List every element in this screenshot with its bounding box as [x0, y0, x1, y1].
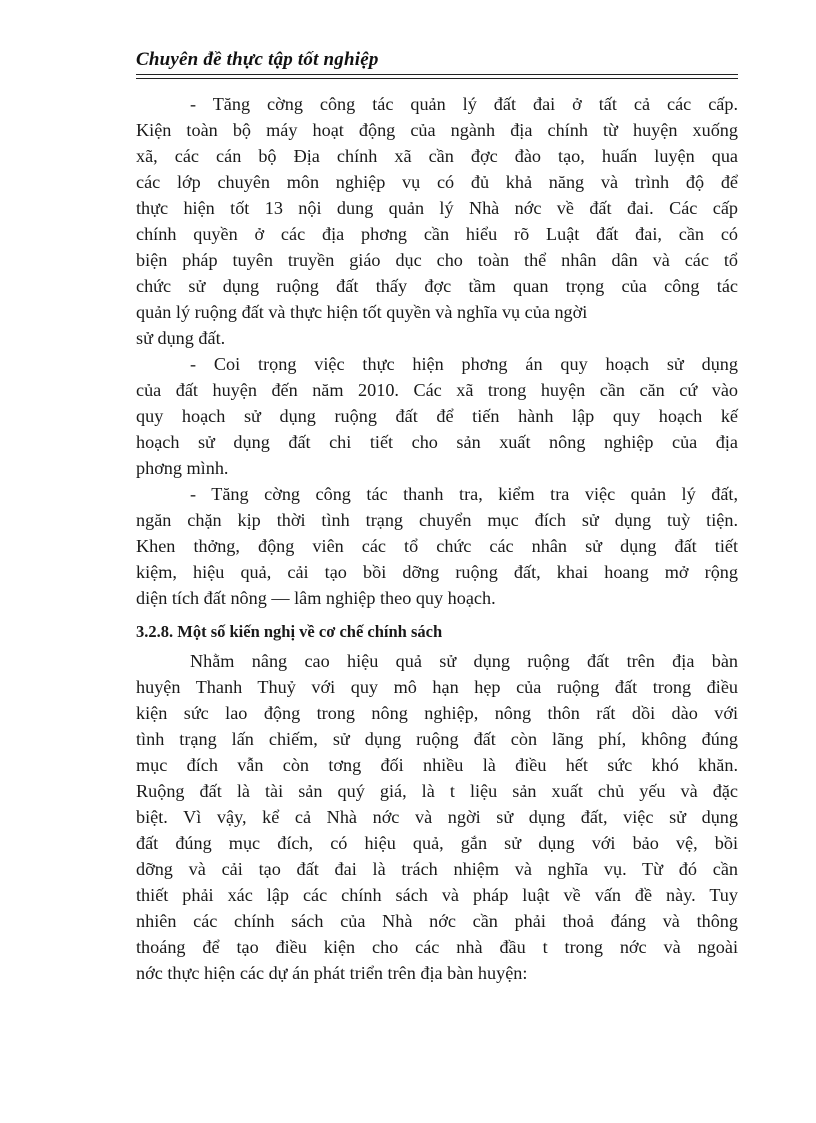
text-line: nớc thực hiện các dự án phát triển trên địa bàn huyện:: [136, 963, 528, 983]
text-line: quản lý ruộng đất và thực hiện tốt quyền và nghĩa vụ của ngời: [136, 302, 588, 322]
text-line: xã, các cán bộ Địa chính xã cần đợc đào tạo, huấn luyện qua: [136, 146, 738, 166]
section-heading: 3.2.8. Một số kiến nghị về cơ chế chính sách: [136, 622, 443, 641]
text-line: phơng mình.: [136, 458, 229, 478]
running-header-title: Chuyên đề thực tập tốt nghiệp: [136, 49, 379, 70]
text-line: Ruộng đất là tài sản quý giá, là t liệu sản xuất chủ yếu và đặc: [136, 781, 738, 801]
text-line: biệt. Vì vậy, kể cả Nhà nớc và ngời sử dụng đất, việc sử dụng: [136, 807, 738, 827]
text-line: của đất huyện đến năm 2010. Các xã trong huyện cần căn cứ vào: [136, 380, 738, 400]
text-line: hoạch sử dụng đất chi tiết cho sản xuất nông nghiệp của địa: [136, 432, 738, 452]
text-line: các lớp chuyên môn nghiệp vụ có đủ khả năng và trình độ để: [136, 172, 738, 192]
header-rule-bottom: [136, 78, 738, 79]
text-line: thực hiện tốt 13 nội dung quản lý Nhà nớc về đất đai. Các cấp: [136, 198, 738, 218]
text-line: kiệm, hiệu quả, cải tạo bồi dỡng ruộng đất, khai hoang mở rộng: [136, 562, 738, 582]
text-line: dỡng và cải tạo đất đai là trách nhiệm và nghĩa vụ. Từ đó cần: [136, 859, 738, 879]
text-line: đất đúng mục đích, có hiệu quả, gắn sử dụng với bảo vệ, bồi: [136, 833, 738, 853]
text-line: Khen thởng, động viên các tổ chức các nhân sử dụng đất tiết: [136, 536, 738, 556]
text-line: Kiện toàn bộ máy hoạt động của ngành địa chính từ huyện xuống: [136, 120, 738, 140]
text-line: diện tích đất nông — lâm nghiệp theo quy hoạch.: [136, 588, 496, 608]
text-line: tình trạng lấn chiếm, sử dụng ruộng đất còn lãng phí, không đúng: [136, 729, 738, 749]
text-line: Nhằm nâng cao hiệu quả sử dụng ruộng đất trên địa bàn: [190, 651, 738, 671]
text-line: thiết phải xác lập các chính sách và pháp luật về vấn đề này. Tuy: [136, 885, 738, 905]
text-line: ngăn chặn kịp thời tình trạng chuyển mục đích sử dụng tuỳ tiện.: [136, 510, 738, 530]
text-line: nhiên các chính sách của Nhà nớc cần phải thoả đáng và thông: [136, 911, 738, 931]
text-line: mục đích vẫn còn tơng đối nhiều là điều hết sức khó khăn.: [136, 755, 738, 775]
text-line: - Tăng cờng công tác quản lý đất đai ở tất cả các cấp.: [190, 94, 738, 114]
text-line: - Tăng cờng công tác thanh tra, kiểm tra việc quản lý đất,: [190, 484, 738, 504]
text-line: biện pháp tuyên truyền giáo dục cho toàn thể nhân dân và các tổ: [136, 250, 738, 270]
text-line: chức sử dụng ruộng đất thấy đợc tầm quan trọng của công tác: [136, 276, 738, 296]
text-line: quy hoạch sử dụng ruộng đất để tiến hành lập quy hoạch kế: [136, 406, 738, 426]
text-line: - Coi trọng việc thực hiện phơng án quy hoạch sử dụng: [190, 354, 738, 374]
text-line: chính quyền ở các địa phơng cần hiểu rõ Luật đất đai, cần có: [136, 224, 738, 244]
header-rule-top: [136, 74, 738, 75]
text-line: thoáng để tạo điều kiện cho các nhà đầu t trong nớc và ngoài: [136, 937, 738, 957]
text-line: huyện Thanh Thuỷ với quy mô hạn hẹp của ruộng đất trong điều: [136, 677, 738, 697]
text-line: kiện sức lao động trong nông nghiệp, nông thôn rất dồi dào với: [136, 703, 738, 723]
text-line: sử dụng đất.: [136, 328, 226, 348]
